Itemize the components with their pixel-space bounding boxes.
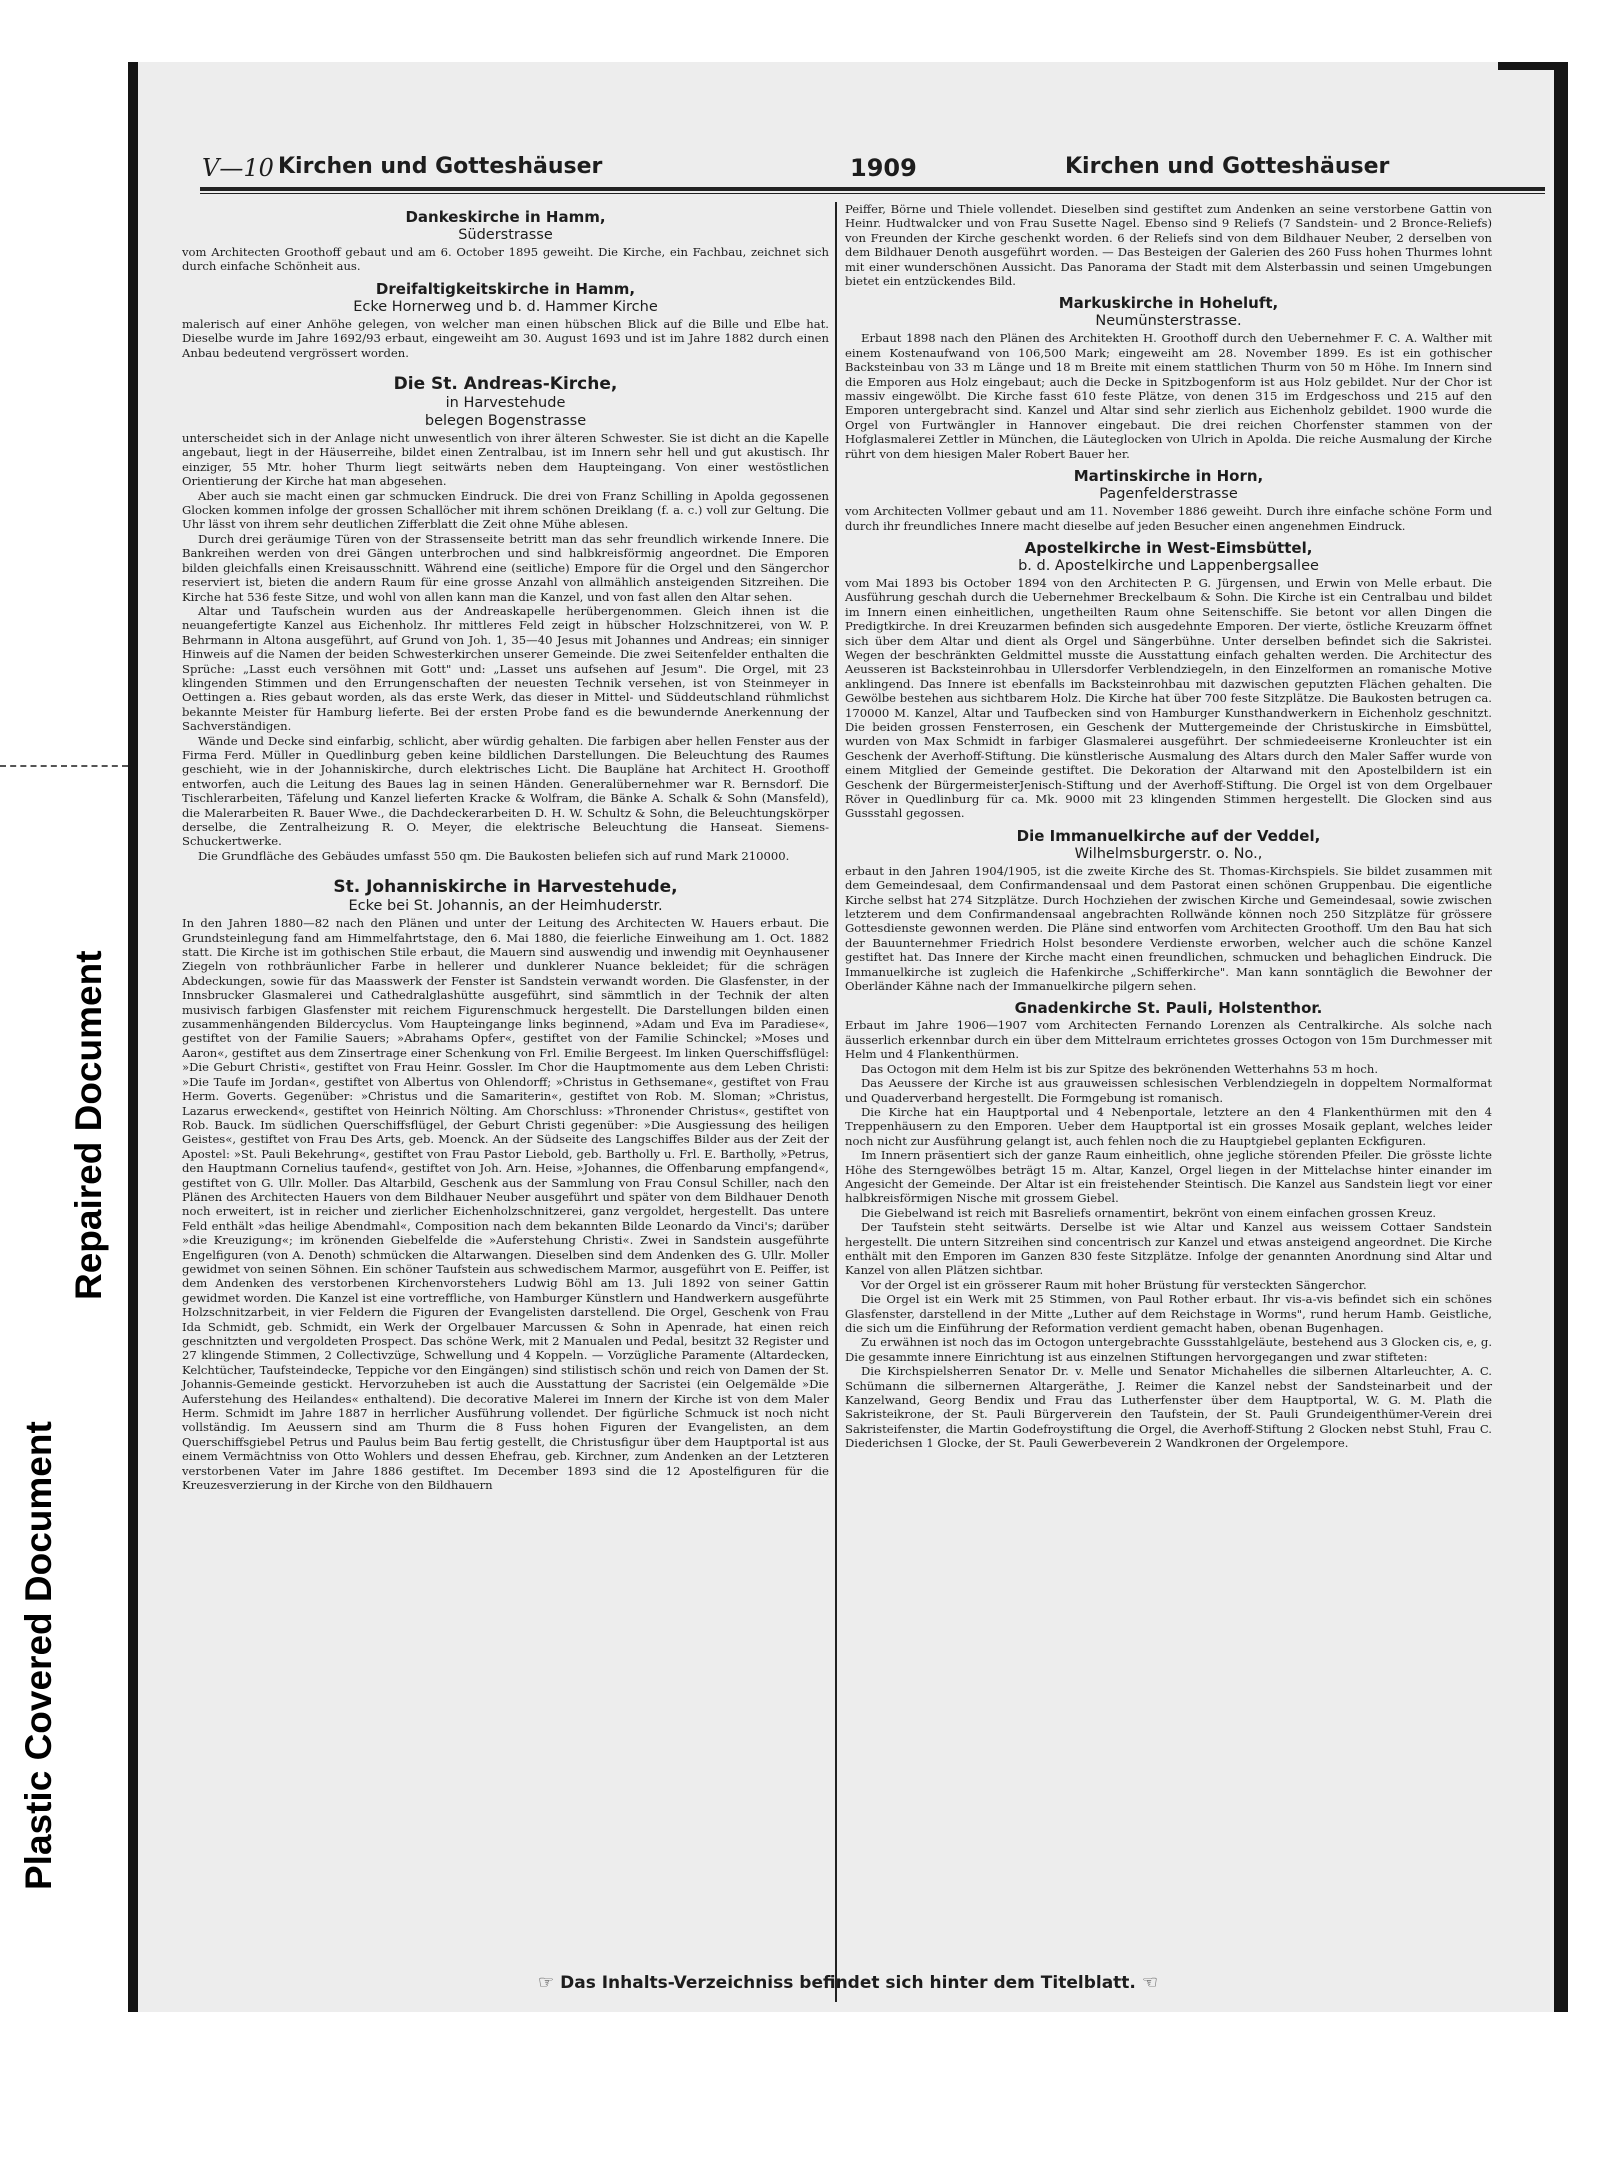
section-subtitle: Wilhelmsburgerstr. o. No., xyxy=(1074,845,1263,862)
paragraph: Wände und Decke sind einfarbig, schlicht, aber würdig gehalten. Die farbigen aber hellen Fenster aus der Firma Ferd. Müller in Quedlinburg geben keine bildlichen Darstellungen. Die Beleuchtung des Raumes geschieht, wie in der Johanniskirche, durch elektrisches Licht. Die Baupläne hat Architect H. Groothoff entworfen, auch die Leitung des Baues lag in seinen Händen. Generalübernehmer war R. Bernsdorf. Die Tischlerarbeiten, Täfelung und Kanzel lieferten Kracke & Wolfram, die Bänke A. Schalk & Sohn (Mansfeld), die Malerarbeiten R. Bauer Wwe., die Dachdeckerarbeiten D. H. W. Schultz & Sohn, die Beleuchtungskörper derselbe, die Zentralheizung R. O. Meyer, die elektrische Beleuchtung die Hanseat. Siemens-Schuckertwerke. xyxy=(182,733,829,849)
paragraph: Erbaut 1898 nach den Plänen des Architekten H. Groothoff durch den Uebernehmer F. C. A. Walther mit einem Kostenaufwand von 106,500 Mark; eingeweiht am 28. November 1899. Es ist ein gothischer Backsteinbau von 33 m Länge und 18 m Breite mit einem stattlichen Thurm von 50 m Höhe. Im Innern sind die Emporen aus Holz eingebaut; auch die Decke in Spitzbogenform ist aus Holz gebildet. Nur der Chor ist massiv eingewölbt. Die Kirche fasst 610 feste Plätze, von denen 315 im Erdgeschoss und 215 auf den Emporen untergebracht sind. Kanzel und Altar sind sehr zierlich aus Eichenholz gebildet. 1900 wurde die Orgel von Furtwängler in Hannover eingebaut. Die drei reichen Chorfenster stammen von der Hofglasmalerei Zettler in München, die Läuteglocken von Ulrich in Apolda. Die reiche Ausmalung der Kirche rührt von dem hiesigen Maler Robert Bauer her. xyxy=(845,331,1492,461)
running-header xyxy=(200,150,1545,186)
section-title: Martinskirche in Horn, xyxy=(1073,467,1264,486)
paragraph: Die Orgel ist ein Werk mit 25 Stimmen, von Paul Rother erbaut. Ihr vis-a-vis befindet sich ein schönes Glasfenster, darstellend in der Mitte „Luther auf dem Reichstage in Worms", rund herum Hamb. Geistliche, die sich um die Einführung der Reformation verdient gemacht haben, obenan Bugenhagen. xyxy=(845,1292,1492,1335)
header-rule-thin xyxy=(200,193,1545,194)
section-subtitle: Ecke bei St. Johannis, an der Heimhuderstr. xyxy=(348,898,663,915)
right-column xyxy=(845,202,1492,1451)
page-number: V—10 xyxy=(202,154,274,182)
page-top-corner xyxy=(1498,62,1568,70)
paragraph: Peiffer, Börne und Thiele vollendet. Dieselben sind gestiftet zum Andenken an seine verstorbene Gattin von Heinr. Hudtwalcker und von Frau Susette Nagel. Ebenso sind 9 Reliefs (7 Sandstein- und 2 Bronce-Reliefs) von Freunden der Kirche geschenkt worden. 6 der Reliefs sind von dem Bildhauer Neuber, 2 derselben von dem Bildhauer Denoth ausgeführt worden. — Das Besteigen der Galerien des 260 Fuss hohen Thurmes lohnt mit einer wunderschönen Aussicht. Das Panorama der Stadt mit dem Alsterbassin und seinen Umgebungen bietet ein entzückendes Bild. xyxy=(845,202,1492,289)
section-subtitle: Süderstrasse xyxy=(458,227,553,243)
section-subtitle: belegen Bogenstrasse xyxy=(424,413,587,430)
left-column xyxy=(182,202,829,1492)
section-subtitle: Pagenfelderstrasse xyxy=(1099,486,1238,503)
side-labels xyxy=(0,0,115,2177)
dashed-cut-line xyxy=(0,765,128,767)
header-title-right: Kirchen und Gotteshäuser xyxy=(1065,154,1390,179)
paragraph: Erbaut im Jahre 1906—1907 vom Architecten Fernando Lorenzen als Centralkirche. Als solche nach äusserlich erkennbar durch ein über dem Mittelraum errichtetes grosses Octogon von 15m Durchmesser mit Helm und 4 Flankenthürmen. xyxy=(845,1018,1492,1062)
section-title: Dreifaltigkeitskirche in Hamm, xyxy=(375,279,636,298)
section-title: St. Johanniskirche in Harvestehude, xyxy=(333,877,678,898)
section-subtitle: Ecke Hornerweg und b. d. Hammer Kirche xyxy=(353,298,658,315)
pointing-hand-icon: ☞ xyxy=(538,1972,555,1993)
paragraph: Aber auch sie macht einen gar schmucken Eindruck. Die drei von Franz Schilling in Apolda gegossenen Glocken kommen infolge der grossen Schallöcher mit ihrem schönen Dreiklang (f. a. c.) voll zur Geltung. Die Uhr lässt von ihrem sehr deutlichen Zifferblatt die Zeit ohne Mühe ablesen. xyxy=(182,488,829,532)
paragraph: erbaut in den Jahren 1904/1905, ist die zweite Kirche des St. Thomas-Kirchspiels. Sie bildet zusammen mit dem Gemeindesaal, dem Confirmandensaal und dem Pastorat einen schönen Gruppenbau. Die eigentliche Kirche selbst hat 274 Sitzplätze. Durch Hochziehen der zwischen Kirche und Gemeindesaal, sowie zwischen letzterem und dem Confirmandensaal angebrachten Rollwände können noch 250 Sitzplätze für grössere Gottesdienste gewonnen werden. Die Pläne sind entworfen vom Architecten Groothoff. Um den Bau hat sich der Bauunternehmer Friedrich Holst besondere Verdienste erworben, welcher auch die schöne Kanzel gestiftet hat. Das Innere der Kirche macht einen freundlichen, schmucken und behaglichen Eindruck. Die Immanuelkirche ist zugleich die Hafenkirche „Schifferkirche". Man kann sonntäglich die Bewohner der Oberländer Kähne nach der Immanuelkirche pilgern sehen. xyxy=(845,863,1492,994)
page-right-border xyxy=(1554,62,1568,2012)
scanned-page xyxy=(128,62,1568,2012)
paragraph: vom Architecten Groothoff gebaut und am 6. October 1895 geweiht. Die Kirche, ein Fachbau, zeichnet sich durch einfache Schönheit aus. xyxy=(182,245,829,274)
paragraph: malerisch auf einer Anhöhe gelegen, von welcher man einen hübschen Blick auf die Bille und Elbe hat. Dieselbe wurde im Jahre 1692/93 erbaut, eingeweiht am 30. August 1693 und ist im Jahre 1882 durch einen Anbau bedeutend vergrössert worden. xyxy=(182,316,829,360)
section-title: Apostelkirche in West-Eimsbüttel, xyxy=(1024,538,1313,557)
section-title: Gnadenkirche St. Pauli, Holstenthor. xyxy=(1014,999,1323,1018)
paragraph: Die Grundfläche des Gebäudes umfasst 550 qm. Die Baukosten beliefen sich auf rund Mark 210000. xyxy=(198,848,790,863)
section-title: Die St. Andreas-Kirche, xyxy=(393,374,618,395)
repaired-document-label: Repaired Document xyxy=(68,950,109,1300)
footer-text: Das Inhalts-Verzeichniss befindet sich hinter dem Titelblatt. xyxy=(560,1973,1136,1993)
header-year: 1909 xyxy=(850,154,917,182)
pointing-hand-icon: ☜ xyxy=(1141,1972,1158,1993)
paragraph: In den Jahren 1880—82 nach den Plänen und unter der Leitung des Architecten W. Hauers erbaut. Die Grundsteinlegung fand am Himmelfahrtstage, den 6. Mai 1880, die feierliche Einweihung am 1. Oct. 1882 statt. Die Kirche ist im gothischen Stile erbaut, die Mauern sind auswendig und inwendig mit Oeynhausener Ziegeln von rothbräunlicher Farbe in hellerer und dunklerer Nuance bekleidet; für die schrägen Abdeckungen, sowie für das Maasswerk der Fenster ist Sandstein verwandt worden. Die Glasfenster, in der Innsbrucker Glasmalerei und Cathedralglashütte ausgeführt, sind sämmtlich in der Technik der alten musivisch farbigen Glasfenster mit reichem Figurenschmuck hergestellt. Die Darstellungen bilden einen zusammenhängenden Bildercyclus. Vom Haupteingange links beginnend, »Adam und Eva im Paradiese«, gestiftet von der Familie Sauers; »Abrahams Opfer«, gestiftet von der Familie Schinckel; »Moses und Aaron«, gestiftet aus dem Zinsertrage einer Schenkung von Frl. Emilie Bergeest. Im linken Querschiffsflügel: »Die Geburt Christi«, gestiftet von Frau Heinr. Gossler. Im Chor die Hauptmomente aus dem Leben Christi: »Die Taufe im Jordan«, gestiftet von Albertus von Ohlendorff; »Christus in Gethsemane«, gestiftet von Frau Herm. Goverts. Gegenüber: »Christus und die Samariterin«, gestiftet von Rob. M. Sloman; »Christus, Lazarus erweckend«, gestiftet von Heinrich Nölting. Am Chorschluss: »Thronender Christus«, gestiftet von Rob. Bauck. Im südlichen Querschiffsflügel, der Geburt Christi gegenüber: »Die Ausgiessung des heiligen Geistes«, gestiftet von Frau Des Arts, geb. Moenck. An der Südseite des Langschiffes Bilder aus der Zeit der Apostel: »St. Pauli Bekehrung«, gestiftet von Frau Pastor Liebold, geb. Bartholly u. Frl. E. Bartholly, »Petrus, den Hauptmann Cornelius taufend«, gestiftet von Joh. Arn. Heise, »Johannes, die Offenbarung empfangend«, gestiftet von G. Ullr. Moller. Das Altarbild, Geschenk aus der Sammlung von Frau Consul Schiller, nach den Plänen des Architecten Hauers von dem Bildhauer Neuber ausgeführt und später von dem Bildhauer Denoth noch erweitert, ist in reicher und zierlicher Eichenholzschnitzerei, ganz vergoldet, hergestellt. Das untere Feld enthält »das heilige Abendmahl«, Composition nach dem bekannten Bilde Leonardo da Vinci's; darüber »die Kreuzigung«; im krönenden Giebelfelde die »Auferstehung Christi«. Zwei in Sandstein ausgeführte Engelfiguren (von A. Denoth) schmücken die Altarwangen. Dieselben sind dem Andenken des G. Ullr. Moller gewidmet von seinen Söhnen. Ein schöner Taufstein aus schwedischem Marmor, ausgeführt von E. Peiffer, ist dem Andenken des verstorbenen Kirchenvorstehers Ludwig Böhl am 13. Juli 1892 von seiner Gattin gewidmet worden. Die Kanzel ist eine vortreffliche, von Hamburger Künstlern und Handwerkern ausgeführte Holzschnitzarbeit, in vier Feldern die Figuren der Evangelisten darstellend. Die Orgel, Geschenk von Frau Ida Schmidt, geb. Schmidt, ein Werk der Orgelbauer Marcussen & Sohn in Apenrade, hat einen reich geschnitzten und vergoldeten Prospect. Das schöne Werk, mit 2 Manualen und Pedal, besitzt 32 Register und 27 klingende Stimmen, 2 Collectivzüge, Schwellung und 4 Koppeln. — Vorzügliche Paramente (Altardecken, Kelchtücher, Taufsteindecke, Teppiche vor den Eingängen) sind stilistisch schön und reich von Damen der St. Johannis-Gemeinde gestickt. Hervorzuheben ist auch die Ausstattung der Sacristei (ein Oelgemälde »Die Auferstehung des Heilandes« enthaltend). Die decorative Malerei im Innern der Kirche ist von dem Maler Herm. Schmidt im Jahre 1887 in herrlicher Ausführung vollendet. Der figürliche Schmuck ist noch nicht vollständig. Im Aeussern sind am Thurm die 8 Fuss hohen Figuren der Evangelisten, an dem Querschiffsgiebel Petrus und Paulus beim Bau fertig gestellt, die Christusfigur über dem Hauptportal ist aus einem Vermächtniss von Otto Wohlers und dessen Ehefrau, geb. Kirchner, zum Andenken an der Letzteren verstorbenen Vater im Jahre 1886 gestiftet. Im December 1893 sind die 12 Apostelfiguren für die Kreuzesverzierung in der Kirche von den Bildhauern xyxy=(182,916,829,1493)
footer-notice xyxy=(128,1972,1568,1993)
column-divider xyxy=(835,202,837,2002)
section-subtitle: Neumünsterstrasse. xyxy=(1095,313,1242,330)
section-subtitle: in Harvestehude xyxy=(445,395,566,412)
paragraph: vom Mai 1893 bis October 1894 von den Architecten P. G. Jürgensen, und Erwin von Melle erbaut. Die Ausführung geschah durch die Uebernehmer Breckelbaum & Sohn. Die Kirche ist ein Centralbau und bildet im Innern einen einheitlichen, ungetheilten Raum ohne Seitenschiffe. Sie betont vor allen Dingen die Predigtkirche. In drei Kreuzarmen befinden sich ausgedehnte Emporen. Der vierte, östliche Kreuzarm öffnet sich über dem Altar und dient als Orgel und Sängerbühne. Unter derselben befindet sich die Sakristei. Wegen der beschränkten Geldmittel musste die Ausstattung einfach gehalten werden. Die Architectur des Aeusseren ist Backsteinrohbau in Ullersdorfer Verblendziegeln, in den Einzelformen an romanische Motive anklingend. Das Innere ist ebenfalls im Backsteinrohbau mit dazwischen geputzten Flächen gehalten. Die Gewölbe bestehen aus sichtbarem Holz. Die Kirche hat über 700 feste Sitzplätze. Die Baukosten betrugen ca. 170000 M. Kanzel, Altar und Taufbecken sind von Hamburger Kunsthandwerkern in Eichenholz geschnitzt. Die beiden grossen Fensterrosen, ein Geschenk der Muttergemeinde der Christuskirche in Eimsbüttel, wurden von Max Schmidt in farbiger Glasmalerei ausgeführt. Der schmiedeeiserne Kronleuchter ist ein Geschenk der Averhoff-Stiftung. Die künstlerische Ausmalung des Altars durch den Maler Saffer wurde von einem Mitglied der Gemeinde gestiftet. Die Dekoration der Altarwand mit den Apostelbildern ist ein Geschenk der BürgermeisterJenisch-Stiftung und der Averhoff-Stiftung. Die Orgel ist von dem Orgelbauer Röver in Quedlinburg für ca. Mk. 9000 mit 23 klingenden Stimmen hergestellt. Die Glocken sind aus Gussstahl gegossen. xyxy=(845,575,1492,821)
paragraph: Der Taufstein steht seitwärts. Derselbe ist wie Altar und Kanzel aus weissem Cottaer Sandstein hergestellt. Die untern Sitzreihen sind concentrisch zur Kanzel und etwas ansteigend angeordnet. Die Kirche enthält mit den Emporen im Ganzen 830 feste Sitzplätze. Infolge der genannten Anordnung sind Altar und Kanzel von allen Plätzen sichtbar. xyxy=(845,1220,1492,1278)
section-title: Die Immanuelkirche auf der Veddel, xyxy=(1016,826,1321,845)
section-subtitle: b. d. Apostelkirche und Lappenbergsallee xyxy=(1018,557,1319,574)
page-left-border xyxy=(128,62,138,2012)
paragraph: Das Octogon mit dem Helm ist bis zur Spitze des bekrönenden Wetterhahns 53 m hoch. xyxy=(861,1061,1379,1076)
paragraph: Im Innern präsentiert sich der ganze Raum einheitlich, ohne jegliche störenden Pfeiler. Die grösste lichte Höhe des Sterngewölbes beträgt 15 m. Altar, Kanzel, Orgel liegen in der Mittelachse hinter einander im Angesicht der Gemeinde. Der Altar ist ein freistehender Steintisch. Die Kanzel aus Sandstein liegt vor einer halbkreisförmigen Nische mit grossem Giebel. xyxy=(845,1148,1492,1206)
paragraph: Altar und Taufschein wurden aus der Andreaskapelle herübergenommen. Gleich ihnen ist die neuangefertigte Kanzel aus Eichenholz. Ihr mittleres Feld zeigt in hübscher Holzschnitzerei, von W. P. Behrmann in Altona ausgeführt, auf Grund von Joh. 1, 35—40 Jesus mit Johannes und Andreas; ein sinniger Hinweis auf die Namen der beiden Schwesterkirchen unserer Gemeinde. Die zwei Seitenfelder enthalten die Sprüche: „Lasst euch versöhnen mit Gott" und: „Lasset uns aufsehen auf Jesum". Die Orgel, mit 23 klingenden Stimmen und den Errungenschaften der neuesten Technik versehen, ist von Steinmeyer in Oettingen a. Ries gebaut worden, als das erste Werk, das dieser in Mittel- und Süddeutschland rühmlichst bekannte Meister für Hamburg lieferte. Bei der ersten Probe fand es die bewundernde Anerkennung der Sachverständigen. xyxy=(182,603,829,734)
header-rule xyxy=(200,187,1545,191)
paragraph: vom Architecten Vollmer gebaut und am 11. November 1886 geweiht. Durch ihre einfache schöne Form und durch ihr freundliches Innere macht dieselbe auf jeden Besucher einen angenehmen Eindruck. xyxy=(845,504,1492,533)
section-title: Markuskirche in Hoheluft, xyxy=(1058,294,1279,313)
paragraph: Die Giebelwand ist reich mit Basreliefs ornamentirt, bekrönt von einem einfachen grossen Kreuz. xyxy=(861,1205,1437,1220)
plastic-covered-label: Plastic Covered Document xyxy=(18,1421,59,1890)
paragraph: Das Aeussere der Kirche ist aus grauweissen schlesischen Verblendziegeln in doppeltem Normalformat und Quaderverband hergestellt. Die Formgebung ist romanisch. xyxy=(845,1076,1492,1105)
paragraph: unterscheidet sich in der Anlage nicht unwesentlich von ihrer älteren Schwester. Sie ist dicht an die Kapelle angebaut, liegt in der Häuserreihe, bildet einen Zentralbau, ist im Innern sehr hell und gut akustisch. Ihr einziger, 55 Mtr. hoher Thurm liegt seitwärts neben dem Haupteingang. Von einer westöstlichen Orientierung der Kirche hat man abgesehen. xyxy=(182,431,829,489)
paragraph: Die Kirchspielsherren Senator Dr. v. Melle und Senator Michahelles die silbernen Altarleuchter, A. C. Schümann die silbernernen Altargeräthe, J. Reimer die Kanzel nebst der Sandsteinarbeit und der Kanzelwand, Georg Bendix und Frau das Lutherfenster über dem Hauptportal, W. G. M. Plath die Sakristeikrone, der St. Pauli Bürgerverein den Taufstein, der St. Pauli Grundeigenthümer-Verein drei Sakristeifenster, die Martin Godefroystiftung die Orgel, die Averhoff-Stiftung 2 Glocken nebst Stuhl, Frau C. Diederichsen 1 Glocke, der St. Pauli Gewerbeverein 2 Wandkronen der Orgelempore. xyxy=(845,1364,1492,1451)
paragraph: Vor der Orgel ist ein grösserer Raum mit hoher Brüstung für versteckten Sängerchor. xyxy=(861,1277,1367,1292)
paragraph: Die Kirche hat ein Hauptportal und 4 Nebenportale, letztere an den 4 Flankenthürmen mit den 4 Treppenhäusern zu den Emporen. Ueber dem Hauptportal ist ein grosses Mosaik geplant, welches leider noch nicht zur Ausführung gelangt ist, auch fehlen noch die zu Hauptgiebel geplanten Eckfiguren. xyxy=(845,1104,1492,1148)
paragraph: Durch drei geräumige Türen von der Strassenseite betritt man das sehr freundlich wirkende Innere. Die Bankreihen werden von drei Gängen unterbrochen und sind halbkreisförmig angeordnet. Die Emporen bilden gleichfalls einen Kreisausschnitt. Während eine (seitliche) Empore für die Orgel und den Sängerchor reserviert ist, bieten die andern Raum für eine grosse Anzahl von allmählich ansteigenden Sitzreihen. Die Kirche hat 536 feste Sitze, und wohl von allen kann man die Kanzel, und von fast allen den Altar sehen. xyxy=(182,531,829,604)
section-title: Dankeskirche in Hamm, xyxy=(405,208,606,226)
paragraph: Zu erwähnen ist noch das im Octogon untergebrachte Gussstahlgeläute, bestehend aus 3 Glocken cis, e, g. Die gesammte innere Einrichtung ist aus einzelnen Stiftungen hervorgegangen und zwar stifteten: xyxy=(845,1335,1493,1364)
header-title-left: Kirchen und Gotteshäuser xyxy=(278,154,603,179)
